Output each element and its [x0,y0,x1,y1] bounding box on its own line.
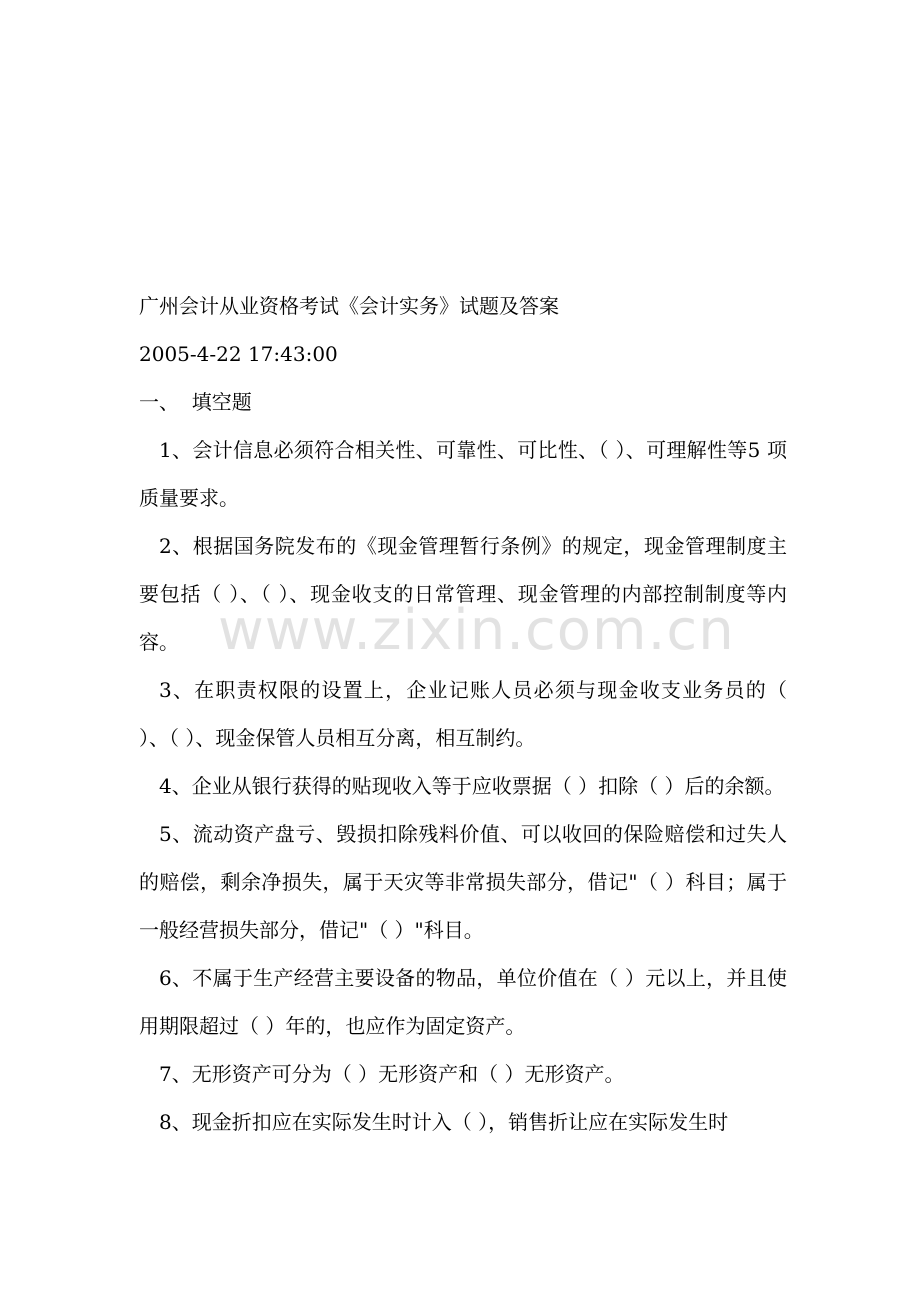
question-5: 5、流动资产盘亏、毁损扣除残料价值、可以收回的保险赔偿和过失人的赔偿，剩余净损失，属于天灾等非常损失部分，借记"（ ）科目；属于一般经营损失部分，借记"（ ）"科目。 [139,822,787,942]
question-4: 4、企业从银行获得的贴现收入等于应收票据（ ）扣除（ ）后的余额。 [159,774,785,798]
question-1: 1、会计信息必须符合相关性、可靠性、可比性、（ ）、可理解性等5 项质量要求。 [139,438,787,510]
question-2: 2、根据国务院发布的《现金管理暂行条例》的规定，现金管理制度主要包括（ ）、（ ）、现金收支的日常管理、现金管理的内部控制制度等内容。 [139,534,787,654]
section-heading: 一、 填空题 [139,390,252,414]
question-7: 7、无形资产可分为（ ）无形资产和（ ）无形资产。 [159,1062,625,1086]
watermark-text: www.zixin.com.cn [218,598,735,663]
document-title: 广州会计从业资格考试《会计实务》试题及答案 [139,294,559,318]
question-3: 3、在职责权限的设置上，企业记账人员必须与现金收支业务员的（ ）、（ ）、现金保管人员相互分离，相互制约。 [139,678,787,750]
document-body [139,282,787,1146]
question-8: 8、现金折扣应在实际发生时计入（ ），销售折让应在实际发生时 [159,1110,729,1134]
question-6: 6、不属于生产经营主要设备的物品，单位价值在（ ）元以上，并且使用期限超过（ ）年的，也应作为固定资产。 [139,966,787,1038]
document-datetime: 2005-4-22 17:43:00 [139,342,338,366]
